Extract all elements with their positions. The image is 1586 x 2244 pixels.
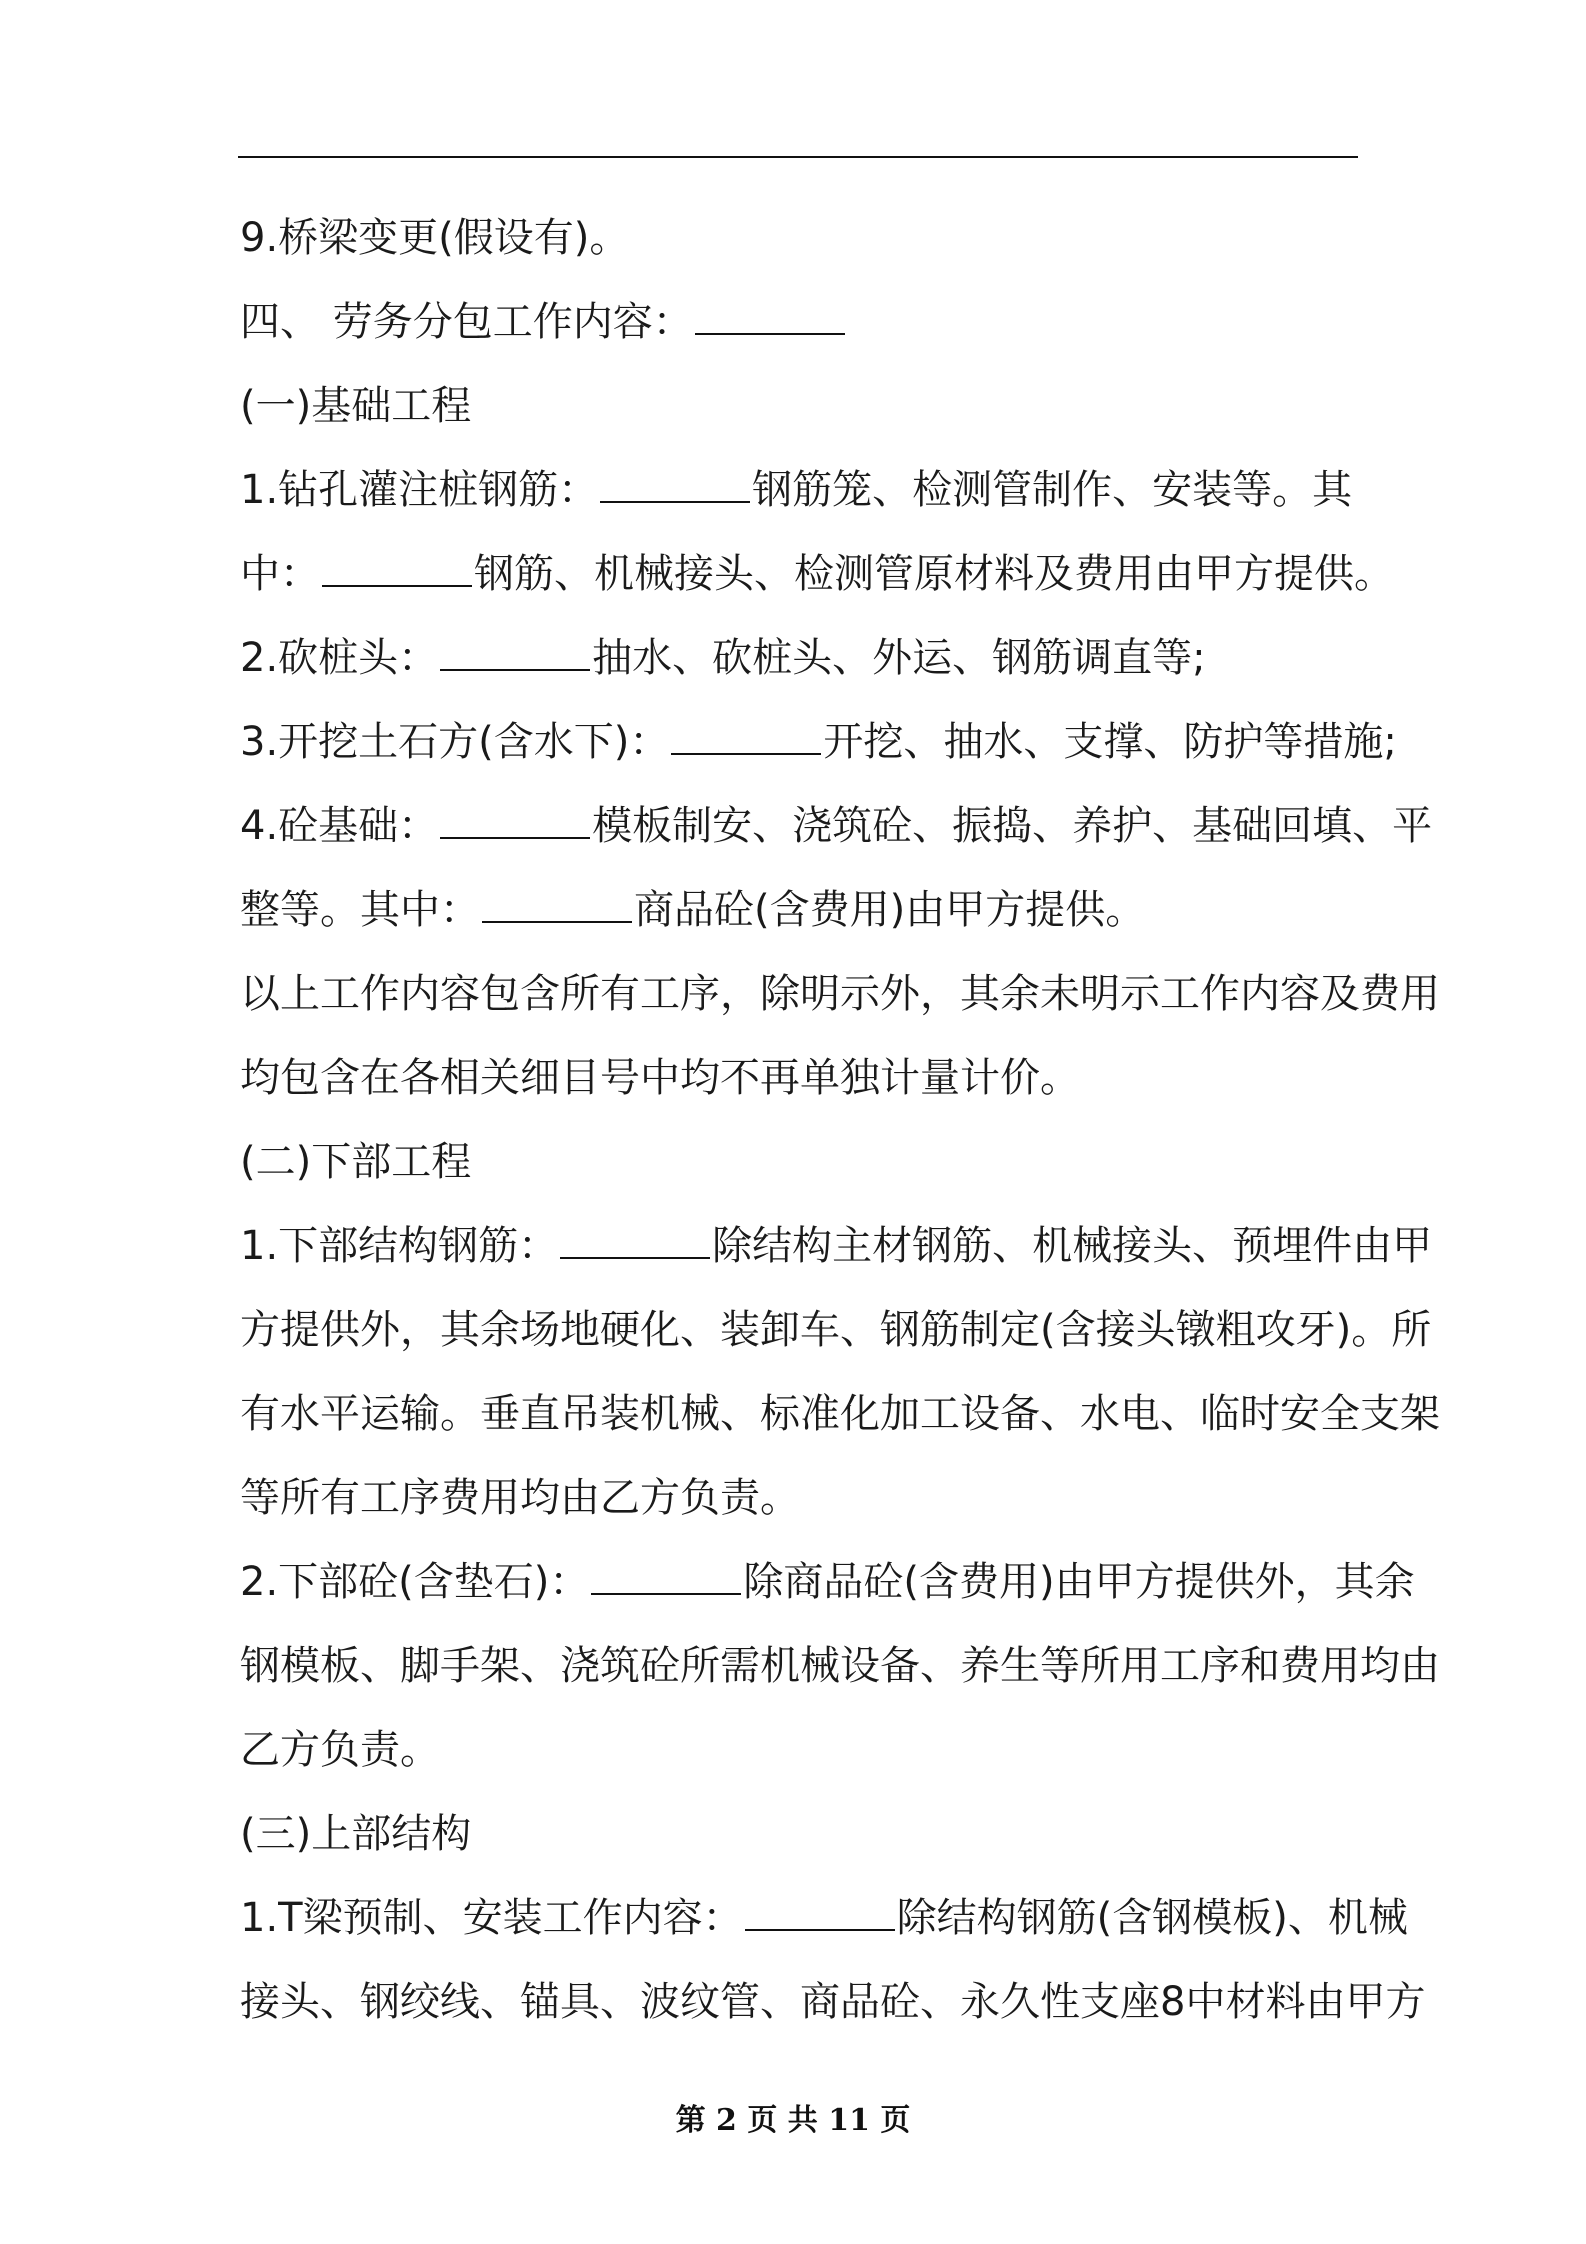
text-line (240, 196, 1358, 280)
text-line (240, 1036, 1358, 1120)
line-text: 乙方负责。 (240, 1727, 440, 1773)
text-line (240, 280, 1358, 364)
line-text: 钢模板、脚手架、浇筑砼所需机械设备、养生等所用工序和费用均由 (240, 1643, 1440, 1689)
fill-in-blank (671, 719, 821, 755)
line-text-after-blank: 开挖、抽水、支撑、防护等措施; (823, 719, 1397, 765)
fill-in-blank (695, 299, 845, 335)
line-text: 2.砍桩头： (240, 635, 439, 681)
line-text: 中： (240, 551, 320, 597)
text-line (240, 784, 1433, 868)
line-text: 接头、钢绞线、锚具、波纹管、商品砼、永久性支座8中材料由甲方 (240, 1979, 1426, 2025)
text-line (240, 1372, 1440, 1456)
line-text: 3.开挖土石方(含水下)： (240, 719, 670, 765)
line-text: 均包含在各相关细目号中均不再单独计量计价。 (240, 1055, 1080, 1101)
fill-in-blank (440, 803, 590, 839)
text-line (240, 868, 1358, 952)
text-line (240, 1204, 1433, 1288)
fill-in-blank (591, 1559, 741, 1595)
document-body (240, 196, 1440, 2044)
text-line (240, 1708, 1358, 1792)
text-line (240, 1540, 1415, 1624)
line-text: 等所有工序费用均由乙方负责。 (240, 1475, 800, 1521)
line-text: 有水平运输。垂直吊装机械、标准化加工设备、水电、临时安全支架 (240, 1391, 1440, 1437)
line-text: 9.桥梁变更(假设有)。 (240, 215, 630, 261)
line-text: 以上工作内容包含所有工序，除明示外，其余未明示工作内容及费用 (240, 971, 1440, 1017)
line-text: 1.下部结构钢筋： (240, 1223, 559, 1269)
text-line (240, 532, 1394, 616)
line-text-after-blank: 除结构主材钢筋、机械接头、预埋件由甲 (712, 1223, 1433, 1269)
line-text: 4.砼基础： (240, 803, 439, 849)
text-line (240, 1792, 1358, 1876)
text-line (240, 1288, 1432, 1372)
fill-in-blank (440, 635, 590, 671)
line-text: 整等。其中： (240, 887, 480, 933)
line-text: (三)上部结构 (240, 1811, 472, 1857)
line-text-after-blank: 除结构钢筋(含钢模板)、机械 (896, 1895, 1408, 1941)
header-rule (238, 156, 1358, 158)
line-text-after-blank: 除商品砼(含费用)由甲方提供外，其余 (743, 1559, 1415, 1605)
page-number: 第 2 页 共 11 页 (675, 2103, 911, 2138)
text-line (240, 1456, 1358, 1540)
line-text-after-blank: 钢筋笼、检测管制作、安装等。其 (752, 467, 1353, 513)
line-text: 1.T梁预制、安装工作内容： (240, 1895, 743, 1941)
line-text-after-blank: 钢筋、机械接头、检测管原材料及费用由甲方提供。 (474, 551, 1394, 597)
text-line (240, 1120, 1358, 1204)
line-text: 方提供外，其余场地硬化、装卸车、钢筋制定(含接头镦粗攻牙)。所 (240, 1307, 1432, 1353)
text-line (240, 952, 1440, 1036)
line-text: 2.下部砼(含垫石)： (240, 1559, 590, 1605)
text-line (240, 700, 1397, 784)
line-text-after-blank: 抽水、砍桩头、外运、钢筋调直等; (592, 635, 1206, 681)
fill-in-blank (482, 887, 632, 923)
line-text: (二)下部工程 (240, 1139, 472, 1185)
fill-in-blank (745, 1895, 895, 1931)
text-line (240, 1876, 1408, 1960)
text-line (240, 448, 1358, 532)
text-line (240, 1960, 1426, 2044)
text-line (240, 1624, 1440, 1708)
fill-in-blank (322, 551, 472, 587)
text-line (240, 616, 1358, 700)
fill-in-blank (560, 1223, 710, 1259)
fill-in-blank (600, 467, 750, 503)
line-text: (一)基础工程 (240, 383, 472, 429)
text-line (240, 364, 1358, 448)
line-text-after-blank: 商品砼(含费用)由甲方提供。 (634, 887, 1146, 933)
line-text: 四、 劳务分包工作内容： (240, 299, 693, 345)
line-text-after-blank: 模板制安、浇筑砼、振捣、养护、基础回填、平 (592, 803, 1433, 849)
line-text: 1.钻孔灌注桩钢筋： (240, 467, 599, 513)
